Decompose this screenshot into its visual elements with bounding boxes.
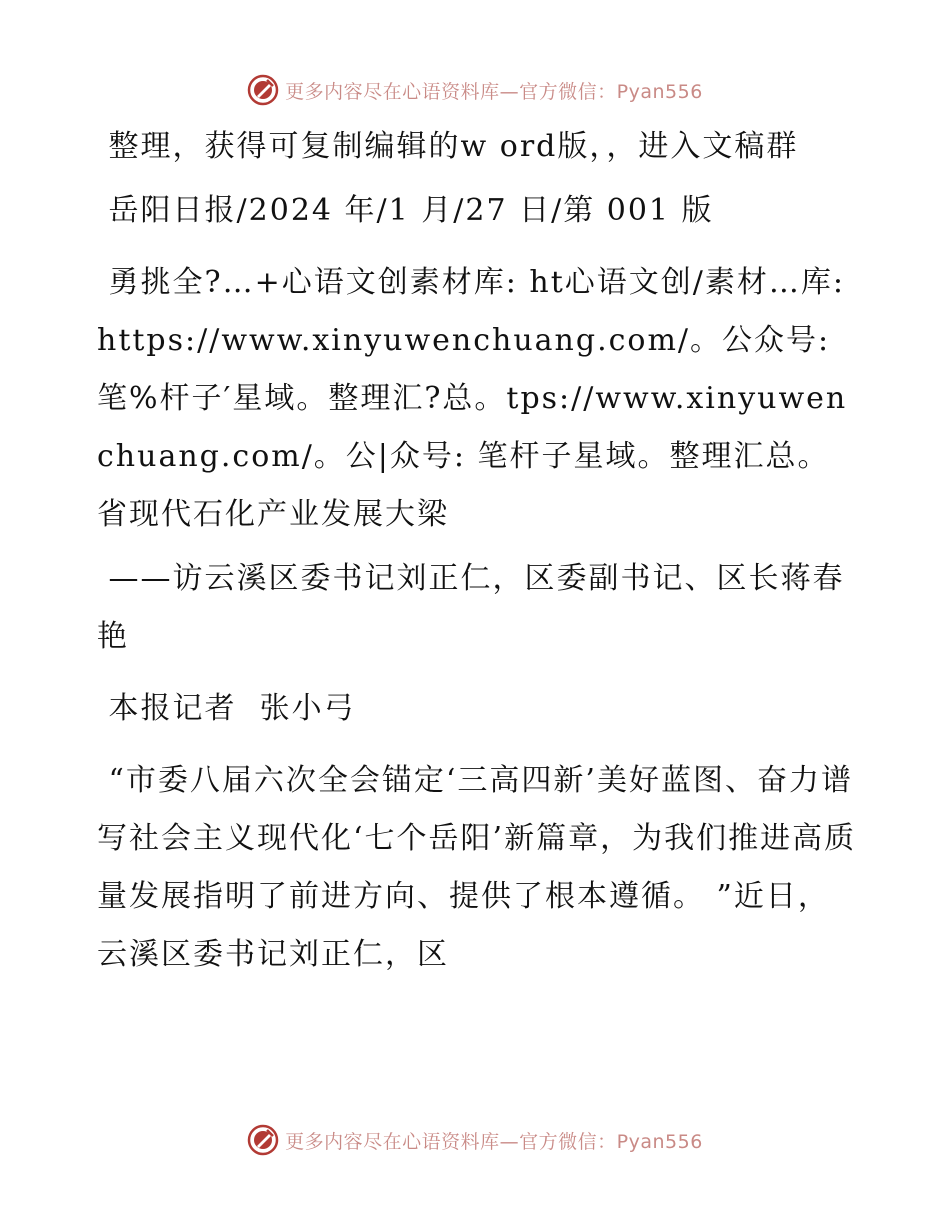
footer-watermark-banner — [0, 1120, 950, 1160]
watermark-text: 更多内容尽在心语资料库—官方微信：Pyan556 — [285, 80, 703, 103]
pen-circle-logo-icon — [247, 74, 279, 106]
byline: 本报记者 张小弓 — [97, 691, 356, 726]
header-watermark-banner — [0, 70, 950, 110]
pen-circle-logo-icon — [247, 1124, 279, 1156]
watermark-text: 更多内容尽在心语资料库—官方微信：Pyan556 — [285, 1130, 703, 1153]
subheadline: ——访云溪区委书记刘正仁，区委副书记、区长蒋春艳 — [97, 561, 845, 654]
intro-paragraph: 整理，获得可复制编辑的w ord版，，进入文稿群 — [97, 129, 799, 164]
article-body — [97, 118, 857, 998]
source-line: 岳阳日报/2024 年/1 月/27 日/第 001 版 — [97, 193, 714, 228]
body-paragraph: “市委八届六次全会锚定‘三高四新’美好蓝图、奋力谱写社会主义现代化‘七个岳阳’新篇章，为我们推进高质量发展指明了前进方向、提供了根本遵循。 ”近日，云溪区委书记刘正仁，区 — [97, 763, 857, 972]
headline-paragraph: 勇挑全?…+心语文创素材库: ht心语文创/素材…库: https://www.xinyuwenchuang.com/。公众号: 笔%杆子′星域。整理汇?总。tps://www.xinyuwenchuang.com/。公|众号: 笔杆子星域。整理汇总。省现代石化产业发展大梁 — [97, 265, 857, 532]
